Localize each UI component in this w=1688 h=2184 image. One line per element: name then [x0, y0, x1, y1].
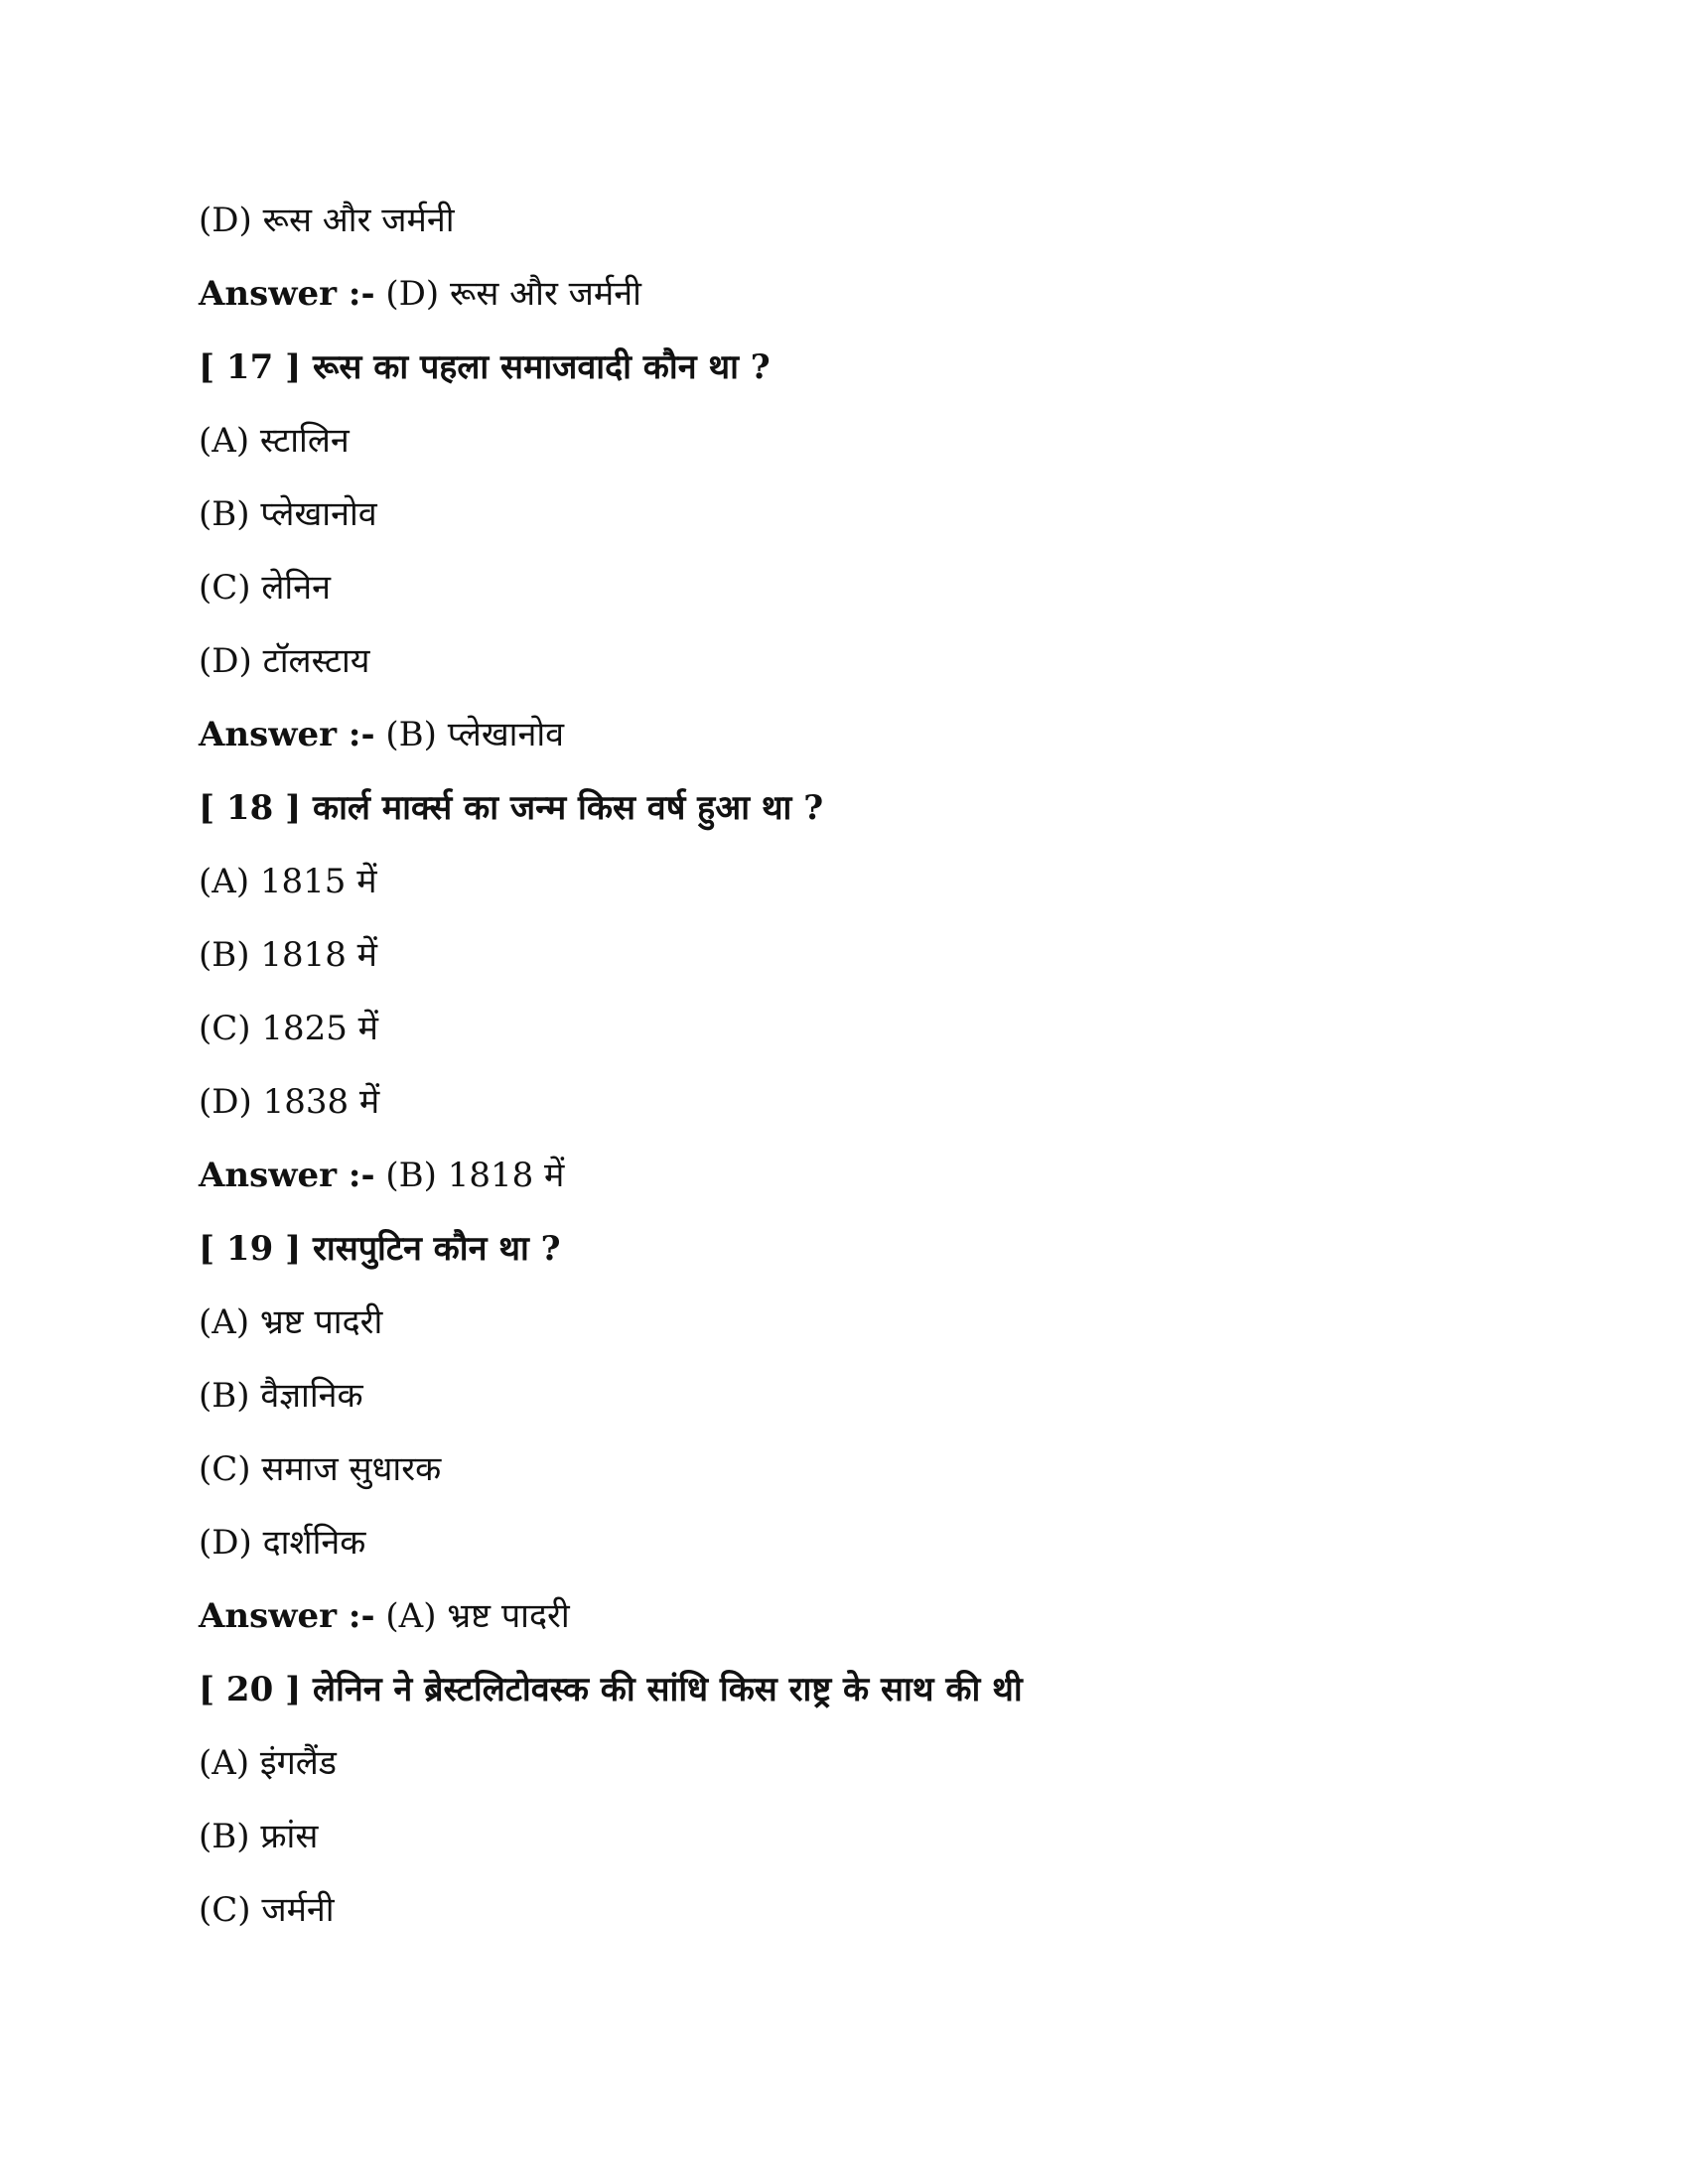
option-text: (B) फ्रांस — [199, 1817, 319, 1856]
answer-value: (B) 1818 में — [385, 1156, 565, 1195]
option-text: (A) भ्रष्ट पादरी — [199, 1302, 383, 1342]
answer-label: Answer :- — [199, 1596, 375, 1636]
question-text: [ 17 ] रूस का पहला समाजवादी कौन था ? — [199, 347, 771, 387]
question-text: [ 19 ] रासपुटिन कौन था ? — [199, 1229, 561, 1269]
option-text: (C) समाज सुधारक — [199, 1449, 442, 1489]
option-text: (D) 1838 में — [199, 1082, 380, 1122]
option-text: (A) स्टालिन — [199, 421, 350, 461]
answer-value: (A) भ्रष्ट पादरी — [385, 1596, 570, 1636]
option-text: (A) इंगलैंड — [199, 1743, 337, 1783]
answer-label: Answer :- — [199, 715, 375, 754]
option-text: (B) प्लेखानोव — [199, 494, 377, 534]
option-text: (B) 1818 में — [199, 935, 377, 975]
answer-line — [199, 1146, 564, 1205]
option-text: (D) टॉलस्टाय — [199, 641, 370, 681]
option-text: (A) 1815 में — [199, 862, 377, 901]
answer-label: Answer :- — [199, 1156, 375, 1195]
option-text: (D) दार्शनिक — [199, 1523, 366, 1563]
answer-label: Answer :- — [199, 274, 375, 314]
answer-value: (B) प्लेखानोव — [385, 715, 565, 754]
option-text: (C) लेनिन — [199, 568, 331, 608]
option-text: (B) वैज्ञानिक — [199, 1376, 363, 1416]
question-text: [ 18 ] कार्ल मार्क्स का जन्म किस वर्ष हुआ था ? — [199, 788, 824, 828]
answer-value: (D) रूस और जर्मनी — [385, 274, 641, 314]
option-text: (C) 1825 में — [199, 1009, 379, 1048]
option-text: (D) रूस और जर्मनी — [199, 201, 455, 240]
answer-line — [199, 1586, 570, 1646]
question-text: [ 20 ] लेनिन ने ब्रेस्टलिटोवस्क की सांधि किस राष्ट्र के साथ की थी — [199, 1670, 1023, 1709]
answer-line — [199, 705, 564, 764]
option-text: (C) जर्मनी — [199, 1890, 335, 1930]
answer-line — [199, 264, 641, 324]
